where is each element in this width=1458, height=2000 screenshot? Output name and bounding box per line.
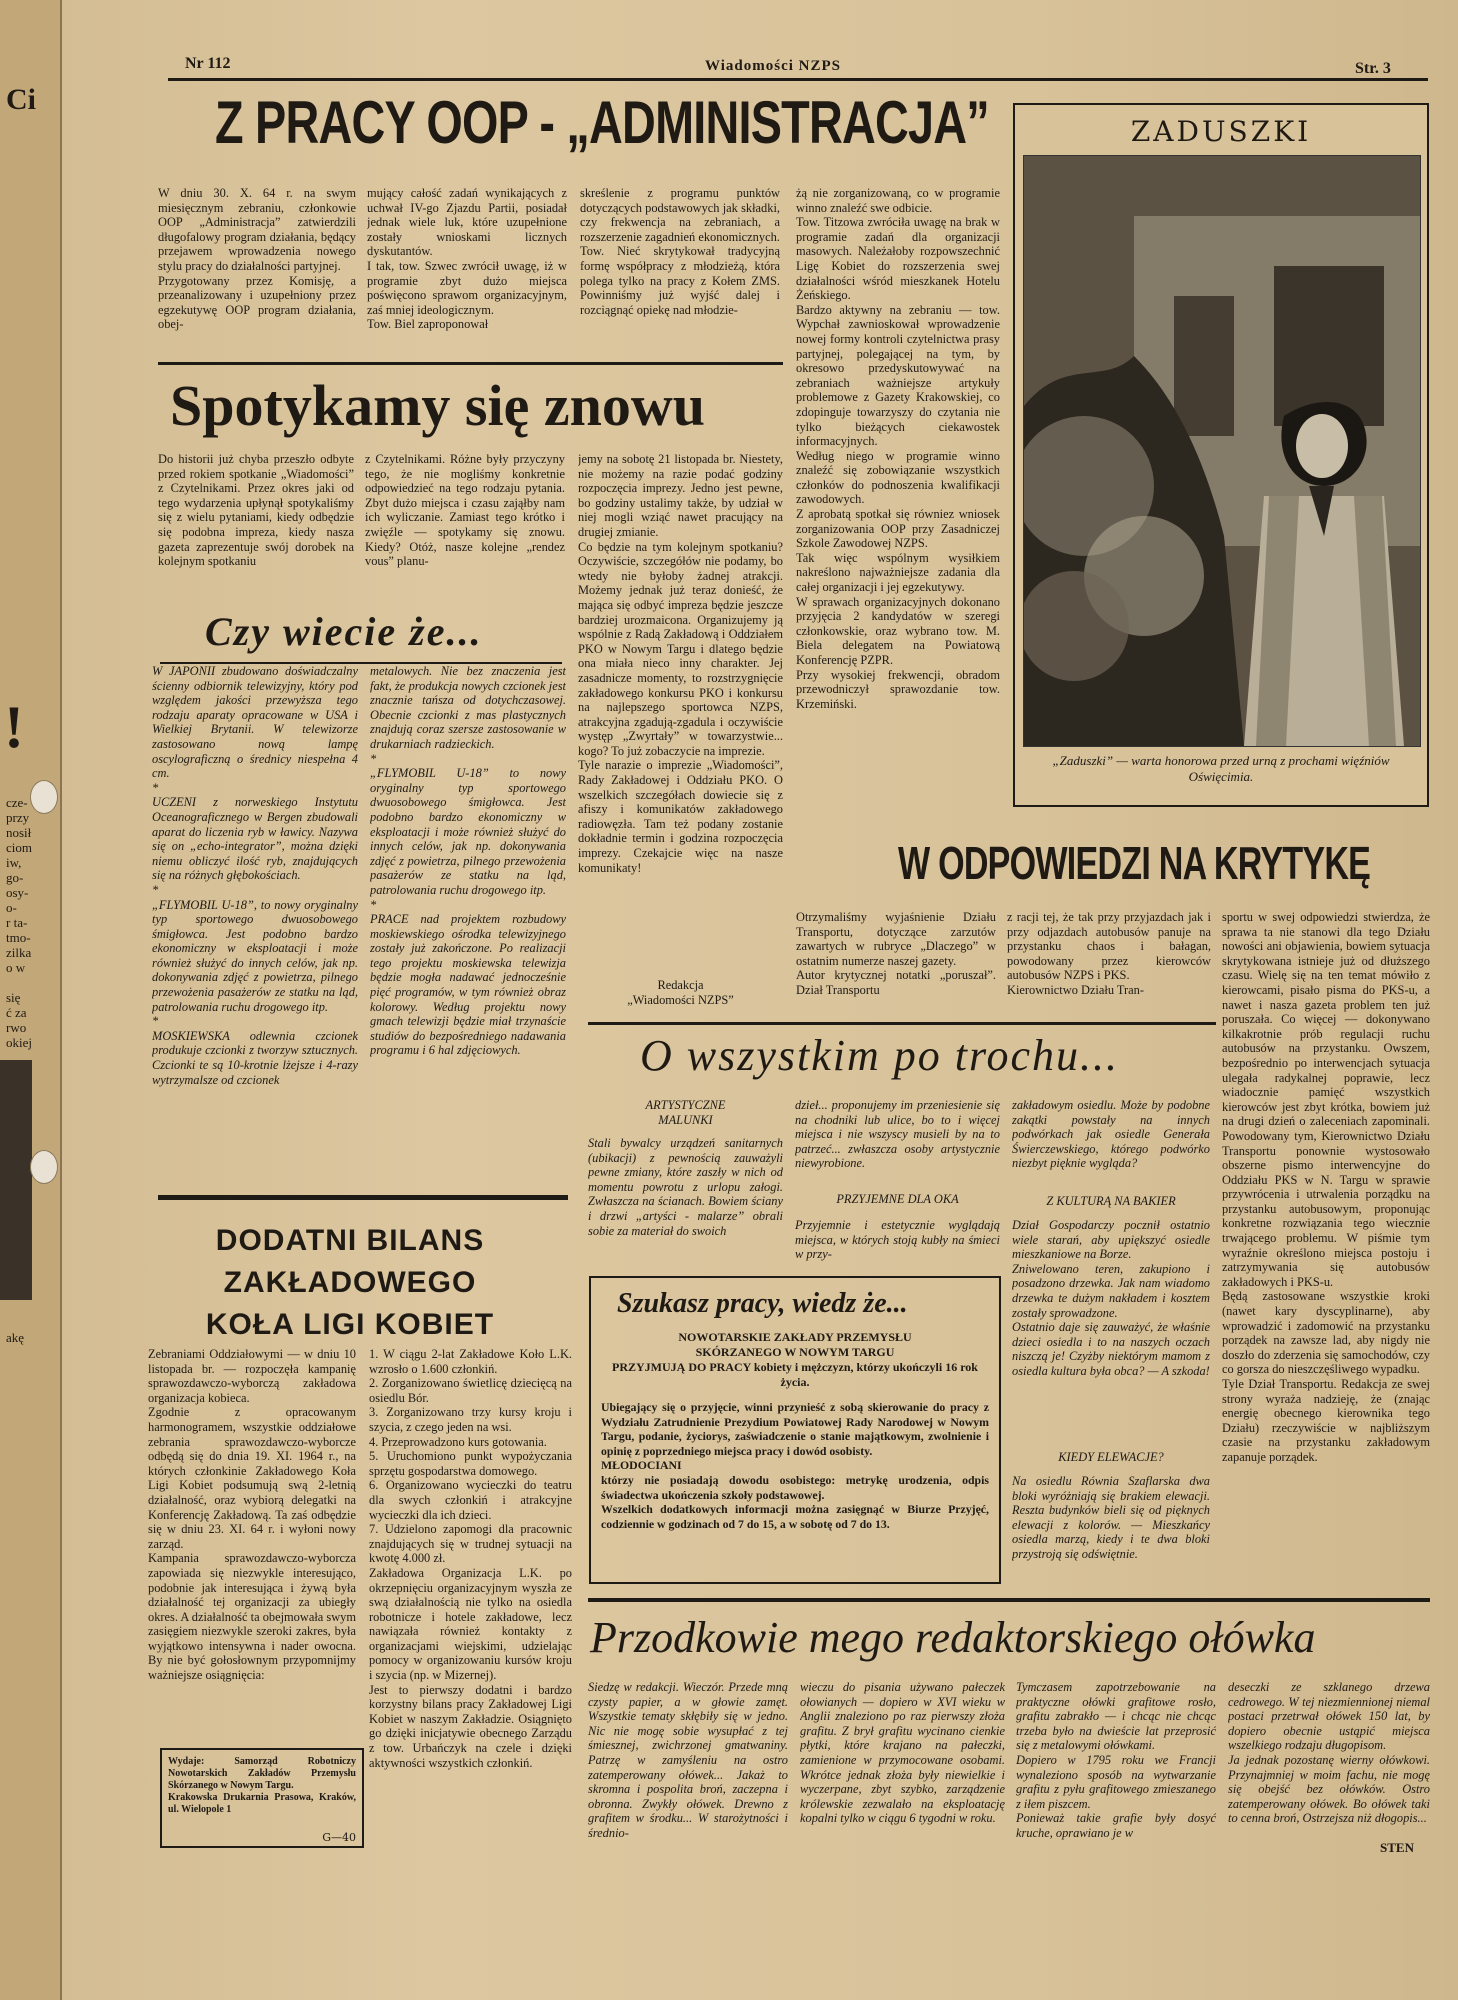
punch-hole	[30, 780, 58, 814]
article-column: W JAPONII zbudowano doświadczalny ścienny odbiornik telewizyjny, który pod względem jakości przewyższa tego rodzaju aparaty opracowane w USA i Wielkiej Brytanii. W telewizorze zastosowano nową lampę oscylograficzną o średnicy niespełna 4 cm. * UCZENI z norweskiego Instytutu Oceanograficznego w Bergen zbudowali aparat do liczenia ryb w ławicy. Nazywa się on „echo-integrator”, można dzięki niemu obliczyć ilość ryb, znajdujących się na różnych głębokościach. * „FLYMOBIL U-18”, to nowy oryginalny typ sportowego dwuosobowego śmigłowca. Jest podobno bardzo ekonomiczny w eksploatacji i może również służyć do innych celów, jak np. dokonywania zdjęć z powietrza, pilnego przewożenia pasażerów ze statku na ląd, patrolowania ruchu drogowego itp. * MOSKIEWSKA odlewnia czcionek produkuje czcionki z tworzyw sztucznych. Czcionki te są 10-krotnie lżejsze i 4-razy wytrzymalsze od czcionek	[152, 664, 358, 1087]
memorial-photo	[1023, 155, 1421, 747]
section-subtitle: KIEDY ELEWACJE?	[1058, 1450, 1164, 1464]
article-column: dzieł... proponujemy im przeniesienie się na chodniki lub ulice, bo to i więcej miejsca i nie wszyscy musieli by na to patrzeć... zwłaszcza osoby artystycznie niewyrobione.	[795, 1098, 1000, 1171]
imprint-box: Wydaje: Samorząd Robotniczy Nowotarskich Zakładów Przemysłu Skórzanego w Nowym Targu. Krakowska Drukarnia Prasowa, Kraków, ul. Wielopole 1 G—40	[160, 1748, 364, 1848]
article-column: Na osiedlu Równia Szaflarska dwa bloki wyróżniają się brakiem elewacji. Reszta budynków bieli się od pięknych elewacji z kolorów. — Mieszkańcy osiedla marzą, kiedy i te dwa bloki przystroją się odświętnie.	[1012, 1474, 1210, 1561]
adjacent-page-edge	[0, 0, 62, 2000]
section-subtitle: PRZYJEMNE DLA OKA	[836, 1192, 959, 1206]
article-column: z racji tej, że tak przy przyjazdach jak i przy odjazdach autobusów panuje na przystanku chaos i bałagan, powodowany przez kierowców autobusów NZPS i PKS. Kierownictwo Działu Tran-	[1007, 910, 1211, 997]
section-rule	[588, 1022, 1216, 1025]
section-rule	[158, 362, 783, 365]
article-column: 1. W ciągu 2-lat Zakładowe Koło L.K. wzrosło o 1.600 członkiń. 2. Zorganizowano świetlicę dziecięcą na osiedlu Bór. 3. Zorganizowano trzy kursy kroju i szycia, z czego jeden na wsi. 4. Przeprowadzono kurs gotowania. 5. Uruchomiono punkt wypożyczania sprzętu gospodarstwa domowego. 6. Organizowano wycieczki do teatru dla swych członkiń i atrakcyjne wycieczki dla ich dzieci. 7. Udzielono zapomogi dla pracownic znajdujących się w trudnej sytuacji na kwotę 4.000 zł. Zakładowa Organizacja L.K. po okrzepnięciu organizacyjnym wyszła ze swą działalnością nie tylko na osiedla robotnicze i hotele zakładowe, lecz nawiązała również kontakty z organizacjami wiejskimi, udzielając pomocy w organizowaniu kursów kroju i szycia (np. w Mizernej). Jest to pierwszy dodatni i bardzo korzystny bilans pracy Zakładowej Ligi Kobiet w naszym Zakładzie. Osiągnięto go dzięki inicjatywie obecnego Zarządu z tow. Urbańczyk na czele i dzięki aktywności wszystkich członkiń.	[369, 1347, 572, 1770]
article-column: Do historii już chyba przeszło odbyte przed rokiem spotkanie „Wiadomości” z Czytelnikami. Przez okres jaki od tego wydarzenia upłynął spotykaliśmy się z wielu pytaniami, kiedy odbędzie się podobna impreza, kiedy nasza gazeta zaprezentuje swój dorobek na kolejnym spotkaniu	[158, 452, 354, 569]
job-advert-box	[589, 1276, 1001, 1584]
header-rule	[168, 78, 1428, 81]
section-rule	[588, 1598, 1430, 1602]
edge-photo-fragment	[0, 1060, 32, 1300]
article-title: Przodkowie mego redaktorskiego ołówka	[590, 1613, 1316, 1662]
section-rule	[158, 1195, 568, 1200]
article-column: skreślenie z programu punktów dotyczących podstawowych jak składki, czy frekwencja na zebraniach, a rozszerzenie zagadnień ekonomicznych. Tow. Nieć skrytykował tradycyjną formę współpracy z młodzieżą, która polega tylko na pracy z Kołem ZMS. Powinniśmy już wyjść dalej i rozciągnąć opiekę nad młodzie-	[580, 186, 780, 317]
page-number: Str. 3	[1355, 60, 1391, 77]
job-advert-body: Ubiegający się o przyjęcie, winni przynieść z sobą skierowanie do pracy z Wydziału Zatrudnienie Prezydium Powiatowej Rady Narodowej w Nowym Targu, podanie, życiorys, zaświadczenie o stanie majątkowym, zwolnienie i opinię z poprzedniego miejsca pracy i dowód osobisty. MŁODOCIANI którzy nie posiadają dowodu osobistego: metrykę urodzenia, odpis świadectwa ukończenia szkoły podstawowej. Wszelkich dodatkowych informacji można zasięgnąć w Biurze Przyjęć, codziennie w godzinach od 7 do 15, a w sobotę od 7 do 13.	[601, 1400, 989, 1531]
issue-number: Nr 112	[185, 55, 231, 72]
article-title: W ODPOWIEDZI NA KRYTYKĘ	[898, 837, 1371, 889]
article-column: Dział Gospodarczy pocznił ostatnio wiele starań, aby upiększyć osiedle mieszkaniowe na Borze. Zniwelowano teren, zakupiono i posadzono drzewka. Jak nam wiadomo drzewka te dużym nakładem i kosztem zostały sprowadzone. Ostatnio daje się zauważyć, że właśnie dzieci osiedla i to na naszych oczach niszczą je! Czyżby niektórym mamom z osiedla kultura była obca? — A szkoda!	[1012, 1218, 1210, 1378]
punch-hole	[30, 1150, 58, 1184]
edge-exclaim: !	[4, 694, 24, 760]
article-column: wieczu do pisania używano pałeczek ołowianych — dopiero w XVI wieku w Anglii znaleziono po raz pierwszy złoża grafitu. Z brył grafitu wycinano cienkie płytki, które krajano na pałeczki, zamienione w przymocowane osobami. Wkrótce jednak złoża były niewielkie i wyczerpane, zbyt szybko, zarządzenie królewskie zezwalało na eksploatację kopalni tylko w ciągu 6 tygodni w roku.	[800, 1680, 1005, 1826]
edge-fragments: cze- przy nosił ciom iw, go- osy- o- r ta- tmo- zilka o w się ć za rwo okiej	[6, 795, 32, 1050]
article-title: Z PRACY OOP - „ADMINISTRACJA”	[215, 89, 989, 156]
article-title: O wszystkim po trochu...	[640, 1031, 1120, 1080]
article-signature: STEN	[1380, 1840, 1414, 1855]
article-column: W dniu 30. X. 64 r. na swym miesięcznym zebraniu, członkowie OOP „Administracja” zatwierdzili długofalowy program działania, będący przejawem wprowadzenia nowego stylu pracy do działalności partyjnej. Przygotowany przez Komisję, a przeanalizowany i uzupełniony przez egzekutywę OOP program działania, obej-	[158, 186, 356, 332]
article-column: Otrzymaliśmy wyjaśnienie Działu Transportu, dotyczące zarzutów zawartych w rubryce „Dlaczego” w ostatnim numerze naszej gazety. Autor krytycznej notatki „poruszał”. Dział Transportu	[796, 910, 996, 997]
photo-caption: „Zaduszki” — warta honorowa przed urną z prochami więźniów Oświęcimia.	[1052, 753, 1390, 784]
article-title: Spotykamy się znowu	[170, 373, 705, 438]
article-column: Siedzę w redakcji. Wieczór. Przede mną czysty papier, a w głowie zamęt. Wszystkie tematy skłębiły się w jedno. Nic nie mogę sobie wysupłać z tej śmiesznej, zwichrzonej gmatwaniny. Patrzę w zamyśleniu na ostro zatemperowany ołówek... Jakaż to skromna i pospolita broń, zaczepna i obronna. Zwykły ołówek. Drewno z grafitem w środku... W starożytności i średnio-	[588, 1680, 788, 1840]
article-column: zakładowym osiedlu. Może by podobne zakątki powstały na innych podwórkach jak osiedle Generała Świerczewskiego, którego podwórko niezbyt pięknie wygląda?	[1012, 1098, 1210, 1171]
edge-fragment: Ci	[6, 83, 36, 116]
job-advert-title: Szukasz pracy, wiedz że...	[617, 1288, 908, 1319]
paper-name: Wiadomości NZPS	[705, 58, 841, 74]
article-column: jemy na sobotę 21 listopada br. Niestety, nie możemy na razie podać godziny rozpoczęcia imprezy. Jedno jest pewne, bo godziny ustalimy także, by udział w niej mogli wziąć nawet pracujący na drugiej zmianie. Co będzie na tym kolejnym spotkaniu? Oczywiście, szczegółów nie podamy, bo wtedy nie byłoby żadnej atrakcji. Możemy jednak już teraz donieść, że mająca się odbyć impreza będzie jeszcze bardziej urozmaicona. Organizujemy ją wspólnie z Radą Zakładową i Oddziałem PKO w Nowym Targu i dlatego będzie ona miała nieco inny charakter. Jej zasadnicze momenty, to rozstrzygnięcie zakładowego konkursu PKO i konkursu na najlepszego sportowca NZPS, atrakcyjna zgadują-zgadula i oczywiście występ „Zwyrtały” w towarzystwie... kogo? To już zobaczycie na imprezie. Tyle narazie o imprezie „Wiadomości”, Rady Zakładowej i Oddziału PKO. O wszelkich szczegółach dowiecie się z afiszy i komunikatów zakładowego radiowęzła. Tam też podany zostanie dokładnie termin i godzina rozpoczęcia imprezy. Czekajcie więc na nasze komunikaty!	[578, 452, 783, 875]
article-column: Tymczasem zapotrzebowanie na praktyczne ołówki grafitowe rosło, grafitu zabrakło — i chcąc nie chcąc trzeba było na dwieście lat przeprosić się z metalowymi ołówkami. Dopiero w 1795 roku we Francji wynaleziono sposób na wytwarzanie grafitu z pyłu grafitowego zmieszanego z iłem piszcem. Ponieważ takie grafie były dosyć kruche, oprawiano je w	[1016, 1680, 1216, 1840]
article-title: DODATNI BILANS ZAKŁADOWEGO KOŁA LIGI KOBIET	[205, 1224, 495, 1341]
article-column: mujący całość zadań wynikających z uchwał IV-go Zjazdu Partii, posiadał jednak wiele luk, które uzupełnione zostały wnioskami licznych dyskutantów. I tak, tow. Szwec zwrócił uwagę, iż w programie zbyt dużo miejsca poświęcono sprawom organizacyjnym, zaś mniej ideologicznym. Tow. Biel zaproponował	[367, 186, 567, 332]
article-signature: Redakcja „Wiadomości NZPS”	[627, 978, 734, 1007]
article-column: sportu w swej odpowiedzi stwierdza, że sprawa ta nie stanowi dla tego Działu nowości ani objawienia, bowiem sytuacja skrytykowana istnieje już od dłuższego czasu. Wielę się na ten temat mówiło z kierowcami, pisało pisma do PKS-u, a nawet i nasza gazeta problem ten już poruszała. Co więcej — dokonywano kilkakrotnie prób regulacji ruchu autobusów na przystanku. Owszem, bezpośrednio po interwencjach sytuacja ulegała radykalnej poprawie, lecz wiadocznie pamięć wszystkich kierowców jest zbyt krótka, bowiem już na drugi dzień o zaleceniach zapominali. Powodowany tym, Kierownictwo Działu Transportu ponownie wystosowało obszerne pismo interwencyjne do Oddziału PKS w N. Targu w sprawie przywrócenia i utrwalenia porządku na przystanku autobusowym, proponując konkretne rozwiązania tego wiecznie trwającego problemu. W piśmie tym wyraźnie określono miejsca postoju i zatrzymywania się autobusów zakładowych i PKS-u. Będą zastosowane wszystkie kroki (nawet kary dyscyplinarne), aby wprowadzić i zadomowić na przystanku porządek na zawsze lad, aby nigdy nie doszło do zderzenia się samochodów, czy co gorsza do nieszczęśliwego wypadku. Tyle Dział Transportu. Redakcja ze swej strony wyraża nadzieję, że (znając energię obecnego kierownika tego Działu) rzeczywiście w najbliższym czasie na przystanku zakładowym zapanuje porządek.	[1222, 910, 1430, 1464]
article-column: Stali bywalcy urządzeń sanitarnych (ubikacji) z pewnością zauważyli pewne zmiany, które zaszły w nich od momentu powrotu z urlopu załogi. Zwłaszcza na ścianach. Bowiem ściany i drzwi „artyści - malarze” obrali sobie za materiał do swoich	[588, 1136, 783, 1238]
article-column: z Czytelnikami. Różne były przyczyny tego, że nie mogliśmy konkretnie odpowiedzieć na tego rodzaju pytania. Zbyt dużo miejsca i czasu zająłby nam ich wyliczanie. Zamiast tego krótko i zwięźle — spotykamy się znowu. Kiedy? Otóż, nasze kolejne „rendez vous” planu-	[365, 452, 565, 569]
article-column: deseczki ze szklanego drzewa cedrowego. W tej niezmiennionej niemal postaci przetrwał ołówek 150 lat, by dopiero obecnie ustąpić miejsca wszelkiego rodzaju długopisom. Ja jednak pozostanę wierny ołówkowi. Przynajmniej w moim fachu, nie mogę się obejść bez ołówków. Ostro zatemperowany ołówek. Bo ołówek taki to cenna broń, Ostrzejsza niż dłogopis...	[1228, 1680, 1430, 1826]
photo-heading: ZADUSZKI	[1130, 115, 1312, 148]
article-title: Czy wiecie że...	[205, 609, 483, 654]
section-subtitle: Z KULTURĄ NA BAKIER	[1046, 1194, 1176, 1208]
article-column: Zebraniami Oddziałowymi — w dniu 10 listopada br. — rozpoczęła kampanię sprawozdawczo-wyborczą zakładowa organizacja kobieca. Zgodnie z opracowanym harmonogramem, wszystkie oddziałowe zebrania sprawozdawczo-wyborcze odbędą się do dnia 19. XI. 1964 r., na których członkinie Zakładowego Koła Ligi Kobiet podsumują swą 2-letnią działalność, oraz wybiorą delegatki na Konferencję Zakładową. Ta zaś odbędzie się w dniu 23. XI. 64 r. i wyłoni nowy zarząd. Kampania sprawozdawczo-wyborcza zapowiada się niezwykle interesująco, podobnie jak interesująca i żywą była działalność tej organizacji za ubiegły okres. A działalność ta obejmowała swym zasięgiem niezwykle szeroki zakres, była wyjątkowo intensywna i nader owocna. By nie być gołosłownym przypomnijmy ważniejsze osiągnięcia:	[148, 1347, 356, 1683]
job-advert-head: NOWOTARSKIE ZAKŁADY PRZEMYSŁU SKÓRZANEGO W NOWYM TARGU PRZYJMUJĄ DO PRACY kobiety i mężczyzn, którzy ukończyli 16 rok życia.	[612, 1330, 978, 1389]
photo-frame	[1013, 103, 1429, 807]
article-column: żą nie zorganizowaną, co w programie winno znaleźć swe odbicie. Tow. Titzowa zwróciła uwagę na brak w programie zadań dla organizacji masowych. Należałoby rozpowszechnić Ligę Kobiet do rozszerzenia swej działalności wśród mieszkanek Hotelu Żeńskiego. Bardzo aktywny na zebraniu — tow. Wypchał zawnioskował wprowadzenie nowej formy kontroli czytelnictwa prasy partyjnej, polegającej na tym, by okresowo przedyskutowywać na zebraniach ważniejsze artykuły problemowe z Gazety Krakowskiej, co zdopinguje towarzyszy do czytania nie tylko bieżących ciekawostek informacyjnych. Według niego w programie winno znaleźć się zobowiązanie wszystkich członków do podnoszenia kwalifikacji zawodowych. Z aprobatą spotkał się równiez wniosek zorganizowania OOP przy Zasadniczej Szkole Zawodowej NZPS. Tak więc wspólnym wysiłkiem nakreślono najważniejsze zadania dla całej organizacji i jej egzekutywy. W sprawach organizacyjnych dokonano przyjęcia 2 kandydatów w szeregi członkowskie, oraz wybrano tow. M. Biela delegatem na Powiatową Konferencję PZPR. Przy wysokiej frekwencji, obradom przewodniczył sprawozdanie tow. Krzemiński.	[796, 186, 1000, 711]
section-subtitle: ARTYSTYCZNE MALUNKI	[645, 1098, 726, 1127]
article-column: Przyjemnie i estetycznie wyglądają miejsca, w których stoją kubły na śmieci w przy-	[795, 1218, 1000, 1262]
article-column: metalowych. Nie bez znaczenia jest fakt, że produkcja nowych czcionek jest znacznie tańsza od dotychczasowej. Obecnie czcionki z mas plastycznych znajdują coraz szersze zastosowanie w drukarniach radzieckich. * „FLYMOBIL U-18” to nowy oryginalny typ sportowego dwuosobowego śmigłowca. Jest podobno bardzo ekonomiczny w eksploatacji i może również służyć do innych celów, jak np. dokonywania zdjęć z powietrza, pilnego przewożenia pasażerów ze statku na ląd, patrolowania ruchu drogowego itp. * PRACE nad projektem rozbudowy moskiewskiego ośrodka telewizyjnego zostały już zakończone. Po realizacji tego projektu moskiewska telewizja będzie mogła nadawać jednocześnie pięć programów, w tym również obraz kolorowy. Według projektu nowy gmach telewizji będzie miał trzynaście studiów do bezpośredniego nadawania programu i 6 hal zdjęciowych.	[370, 664, 566, 1058]
edge-fragment: akę	[6, 1330, 25, 1345]
